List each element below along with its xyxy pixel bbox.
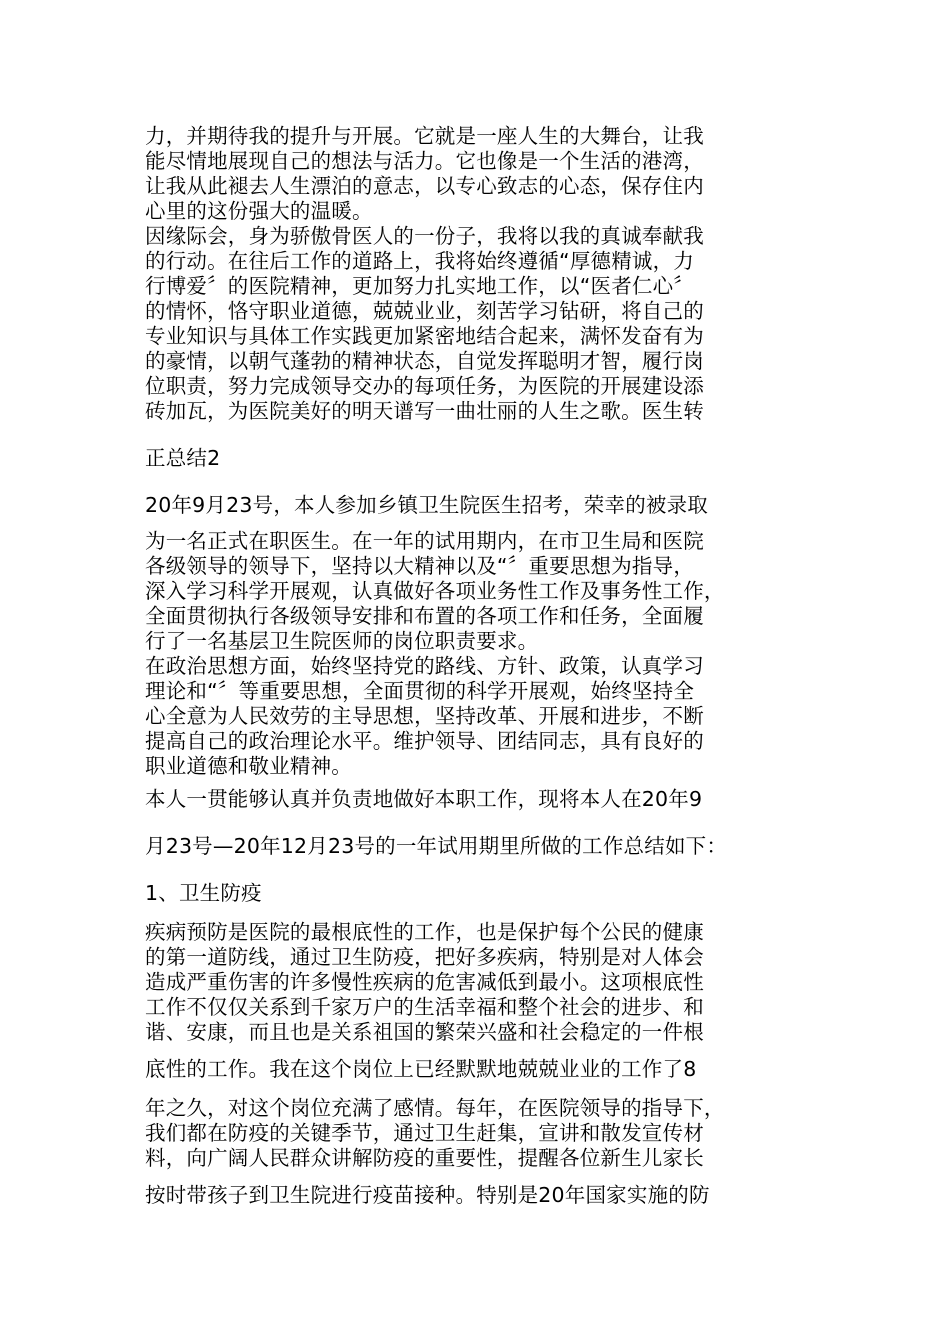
paragraph-block: 1、卫生防疫 xyxy=(145,881,262,905)
paragraph-block: 为一名正式在职医生。在一年的试用期内，在市卫生局和医院 各级领导的领导下，坚持以大精神以及“〞重要思想为指导， 深入学习科学开展观，认真做好各项业务性工作及事务性工作， 全面贯彻执行各级领导安排和布置的各项工作和任务，全面履 行了一名基层卫生院医师的岗位职责要求。 在政治思想方面，始终坚持党的路线、方针、政策，认真学习 理论和“〞等重要思想，全面贯彻的科学开展观，始终坚持全 心全意为人民效劳的主导思想，坚持改革、开展和进步，不断 提高自己的政治理论水平。维护领导、团结同志，具有良好的 职业道德和敬业精神。 xyxy=(145,529,725,778)
paragraph-block: 年之久，对这个岗位充满了感情。每年，在医院领导的指导下， 我们都在防疫的关键季节，通过卫生赶集，宣讲和散发宣传材 料，向广阔人民群众讲解防疫的重要性，提醒各位新生儿家长 xyxy=(145,1096,725,1170)
paragraph-block: 正总结2 xyxy=(145,446,221,470)
paragraph-block: 力，并期待我的提升与开展。它就是一座人生的大舞台，让我 能尽情地展现自己的想法与活力。它也像是一个生活的港湾， 让我从此褪去人生漂泊的意志，以专心致志的心态，保存住内 心里的这份强大的温暖。 因缘际会，身为骄傲骨医人的一份子，我将以我的真诚奉献我 的行动。在往后工作的道路上，我将始终遵循“厚德精诚，力 行博爱〞的医院精神，更加努力扎实地工作，以“医者仁心〞 的情怀，恪守职业道德，兢兢业业，刻苦学习钻研，将自己的 专业知识与具体工作实践更加紧密地结合起来，满怀发奋有为 的豪情，以朝气蓬勃的精神状态，自觉发挥聪明才智，履行岗 位职责，努力完成领导交办的每项任务，为医院的开展建设添 砖加瓦，为医院美好的明天谱写一曲壮丽的人生之歌。医生转 xyxy=(145,124,704,423)
paragraph-block: 底性的工作。我在这个岗位上已经默默地兢兢业业的工作了8 xyxy=(145,1057,697,1081)
document-body xyxy=(145,124,820,1208)
paragraph-block: 疾病预防是医院的最根底性的工作，也是保护每个公民的健康 的第一道防线，通过卫生防疫，把好多疾病，特别是对人体会 造成严重伤害的许多慢性疾病的危害减低到最小。这项根底性 工作不仅仅关系到千家万户的生活幸福和整个社会的进步、和 谐、安康，而且也是关系祖国的繁荣兴盛和社会稳定的一件根 xyxy=(145,920,704,1044)
paragraph-block: 按时带孩子到卫生院进行疫苗接种。特别是20年国家实施的防 xyxy=(145,1183,710,1207)
paragraph-block: 20年9月23号，本人参加乡镇卫生院医生招考，荣幸的被录取 xyxy=(145,493,709,517)
paragraph-block: 本人一贯能够认真并负责地做好本职工作，现将本人在20年9 xyxy=(145,787,703,811)
paragraph-block: 月23号—20年12月23号的一年试用期里所做的工作总结如下： xyxy=(145,834,728,858)
